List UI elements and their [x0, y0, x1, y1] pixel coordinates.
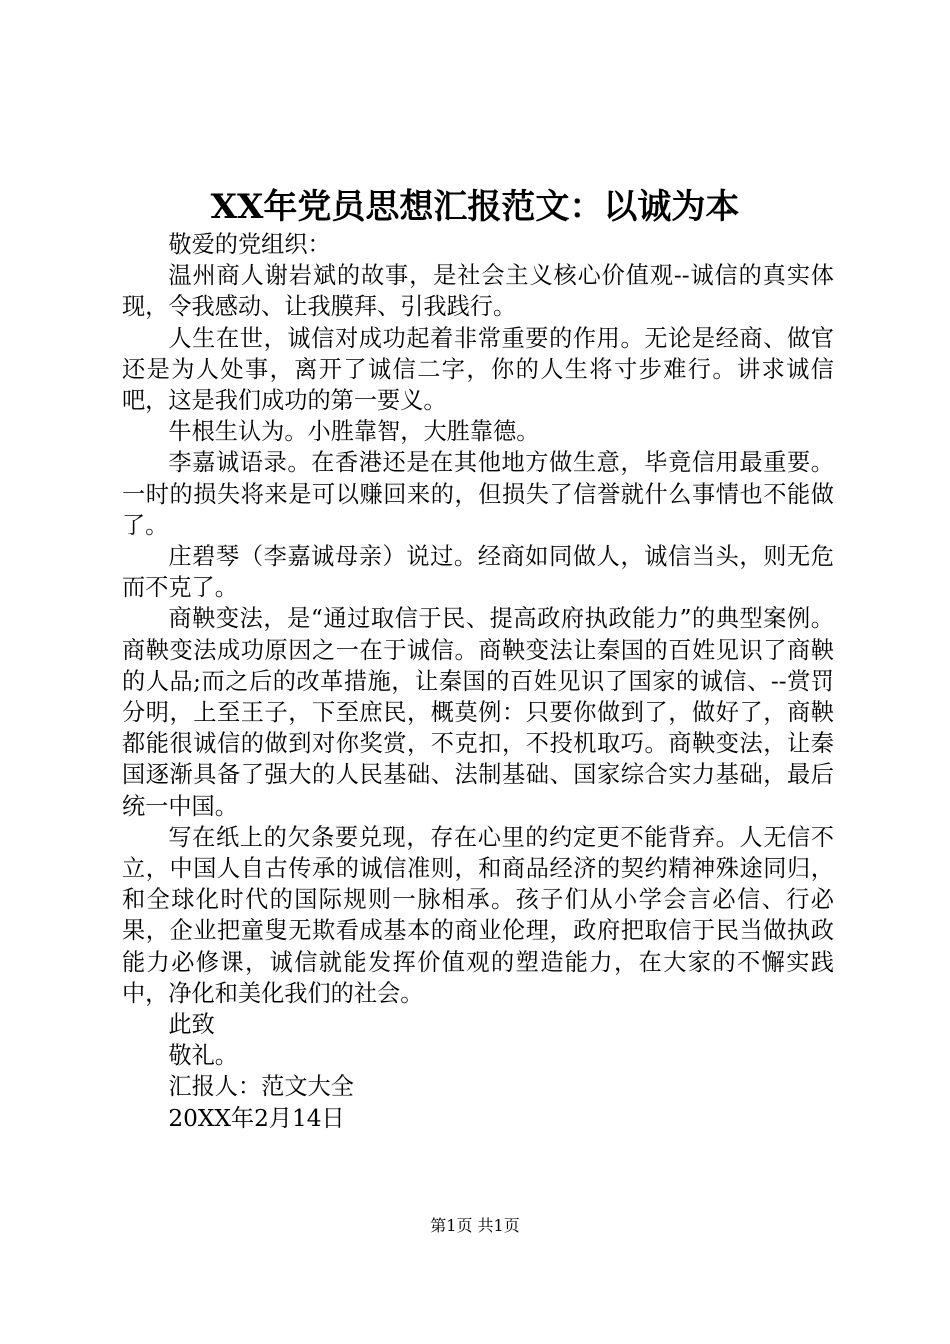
closing-line: 此致 [168, 1011, 215, 1039]
salutation: 敬爱的党组织： [168, 231, 331, 258]
paragraph-2: 人生在世，诚信对成功起着非常重要的作用。无论是经商、做官还是为人处事，离开了诚信二字，你的人生将寸步难行。讲求诚信吧，这是我们成功的第一要义。 [122, 324, 834, 415]
paragraph-5: 庄碧琴（李嘉诚母亲）说过。经商如同做人，诚信当头，则无危而不克了。 [122, 543, 834, 602]
reporter-line: 汇报人：范文大全 [168, 1073, 354, 1101]
page-footer: 第1页 共1页 [430, 1216, 520, 1235]
paragraph-6: 商鞅变法，是“通过取信于民、提高政府执政能力”的典型案例。商鞅变法成功原因之一在于诚信。商鞅变法让秦国的百姓见识了商鞅的人品;而之后的改革措施，让秦国的百姓见识了国家的诚信、--赏罚分明，上至王子，下至庶民，概莫例：只要你做到了，做好了，商鞅都能很诚信的做到对你奖赏，不克扣，不投机取巧。商鞅变法，让秦国逐渐具备了强大的人民基础、法制基础、国家综合实力基础，最后统一中国。 [122, 605, 834, 820]
paragraph-1: 温州商人谢岩斌的故事，是社会主义核心价值观--诚信的真实体现，令我感动、让我膜拜、引我践行。 [122, 262, 834, 321]
document-body [122, 229, 834, 1134]
paragraph-7: 写在纸上的欠条要兑现，存在心里的约定更不能背弃。人无信不立，中国人自古传承的诚信准则，和商品经济的契约精神殊途同归，和全球化时代的国际规则一脉相承。孩子们从小学会言必信、行必果，企业把童叟无欺看成基本的商业伦理，政府把取信于民当做执政能力必修课，诚信就能发挥价值观的塑造能力，在大家的不懈实践中，净化和美化我们的社会。 [122, 823, 834, 1007]
paragraph-3: 牛根生认为。小胜靠智，大胜靠德。 [168, 418, 540, 446]
paragraph-4: 李嘉诚语录。在香港还是在其他地方做生意，毕竟信用最重要。一时的损失将来是可以赚回来的，但损失了信誉就什么事情也不能做了。 [122, 449, 834, 539]
date-line: 20XX年2月14日 [168, 1104, 345, 1132]
document-title: XX年党员思想汇报范文：以诚为本 [210, 187, 740, 227]
regards-line: 敬礼。 [168, 1042, 238, 1070]
